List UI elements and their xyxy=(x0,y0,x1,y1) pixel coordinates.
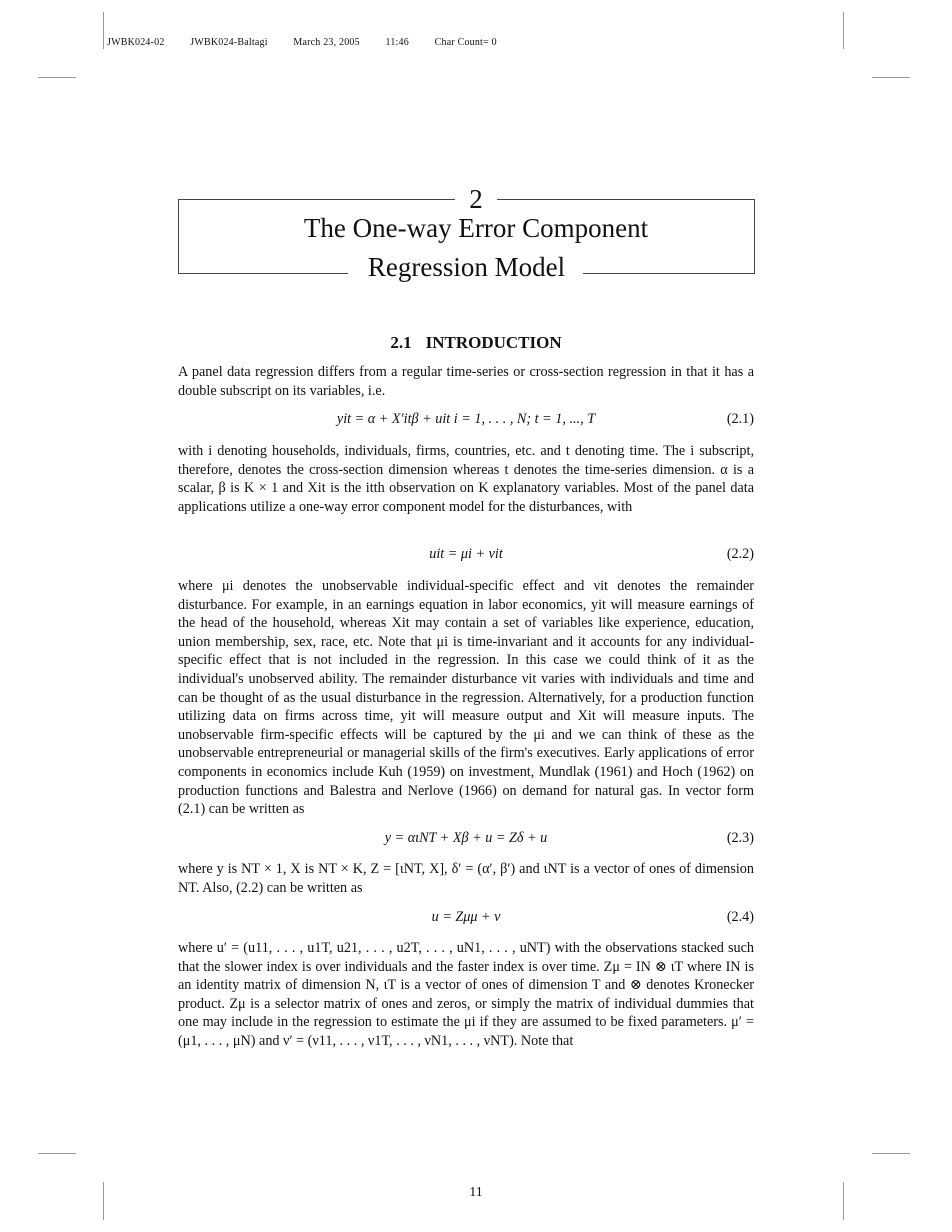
paragraph-5: where u′ = (u11, . . . , u1T, u21, . . . , u2T, . . . , uN1, . . . , uNT) with the observations stacked such that the slower index is over individuals and the faster index is over time. Zμ = IN ⊗ ιT where IN is an identity matrix of dimension N, ιT is a vector of ones of dimension T and ⊗ denotes Kronecker product. Zμ is a selector matrix of ones and zeros, or simply the matrix of individual dummies that one may include in the regression to estimate the μi if they are assumed to be fixed parameters. μ′ = (μ1, . . . , μN) and ν′ = (ν11, . . . , ν1T, . . . , νN1, . . . , νNT). Note that xyxy=(178,940,754,1049)
equation-2-2 xyxy=(178,546,754,566)
page-number: 11 xyxy=(469,1185,483,1200)
equation-number: (2.4) xyxy=(726,909,754,925)
equation-number: (2.1) xyxy=(726,411,754,427)
chapter-title-line2-wrap xyxy=(178,250,755,284)
equation-2-3 xyxy=(178,830,754,850)
header-code2: JWBK024-Baltagi xyxy=(190,37,268,48)
section-heading xyxy=(0,333,952,353)
paragraph-2: with i denoting households, individuals, firms, countries, etc. and t denoting time. The i subscript, therefore, denotes the cross-section dimension whereas t denotes the time-series dimension. α is a scalar, β is K × 1 and Xit is the itth observation on K explanatory variables. Most of the panel data applications utilize a one-way error component model for the disturbances, with xyxy=(178,443,754,515)
equation-number: (2.2) xyxy=(726,546,754,562)
header-time: 11:46 xyxy=(385,37,409,48)
section-number: 2.1 xyxy=(390,333,412,352)
equation-2-1 xyxy=(178,411,754,431)
crop-mark xyxy=(872,77,910,78)
crop-mark xyxy=(103,12,104,49)
running-header xyxy=(107,37,520,48)
section-title: INTRODUCTION xyxy=(425,333,562,352)
equation-formula: y = αιNT + Xβ + u = Zδ + u xyxy=(384,830,548,846)
equation-number: (2.3) xyxy=(726,830,754,846)
crop-mark xyxy=(872,1153,910,1154)
equation-2-4 xyxy=(178,909,754,929)
equation-formula: u = Zμμ + ν xyxy=(431,909,501,925)
chapter-title-line2: Regression Model xyxy=(367,252,566,282)
equation-formula: yit = α + X′itβ + uit i = 1, . . . , N; t = 1, ..., T xyxy=(336,411,596,427)
paragraph-3: where μi denotes the unobservable individual-specific effect and νit denotes the remainder disturbance. For example, in an earnings equation in labor economics, yit will measure earnings of the head of the household, whereas Xit may contain a set of variables like experience, education, union membership, sex, race, etc. Note that μi is time-invariant and it accounts for any individual-specific effect that is not included in the regression. In this case we could think of it as the individual's unobserved ability. The remainder disturbance νit varies with individuals and time and can be thought of as the usual disturbance in the regression. Alternatively, for a production function utilizing data on firms across time, yit will measure output and Xit will measure inputs. The unobservable firm-specific effects will be captured by the μi and we can think of these as the unobservable entrepreneurial or managerial skills of the firm's executives. Early applications of error components in economics include Kuh (1959) on investment, Mundlak (1961) and Hoch (1962) on production functions and Balestra and Nerlove (1966) on demand for natural gas. In vector form (2.1) can be written as xyxy=(178,578,754,818)
crop-mark xyxy=(38,77,76,78)
crop-mark xyxy=(843,12,844,49)
header-code1: JWBK024-02 xyxy=(107,37,165,48)
crop-mark xyxy=(38,1153,76,1154)
equation-formula: uit = μi + νit xyxy=(429,546,503,562)
chapter-title-line1: The One-way Error Component xyxy=(303,213,649,243)
chapter-number: 2 xyxy=(0,183,952,215)
paragraph-1: A panel data regression differs from a regular time-series or cross-section regression in that it has a double subscript on its variables, i.e. xyxy=(178,364,754,399)
header-char-count: Char Count= 0 xyxy=(434,37,497,48)
paragraph-4: where y is NT × 1, X is NT × K, Z = [ιNT, X], δ′ = (α′, β′) and ιNT is a vector of ones of dimension NT. Also, (2.2) can be written as xyxy=(178,861,754,896)
header-date: March 23, 2005 xyxy=(293,37,360,48)
